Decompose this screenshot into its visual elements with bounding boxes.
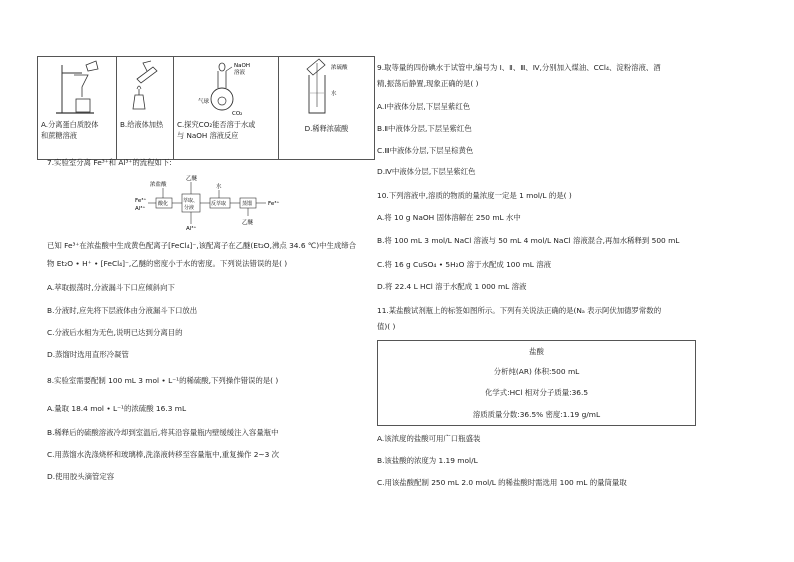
flow-separate: 分液 bbox=[184, 205, 195, 211]
water-label: 水 bbox=[331, 91, 337, 97]
q7-stem: 7.实验室分离 Fe³⁺和 Al³⁺的流程如下: bbox=[47, 158, 172, 167]
q7-option-c: C.分液后水相为无色,说明已达到分离目的 bbox=[47, 328, 183, 337]
flow-fe-in: Fe³⁺ bbox=[135, 198, 147, 204]
solution-label: 溶液 bbox=[234, 70, 246, 76]
naoh-label: NaOH bbox=[234, 63, 250, 69]
q7-option-d: D.蒸馏时选用直形冷凝管 bbox=[47, 350, 129, 359]
q8-option-a: A.量取 18.4 mol • L⁻¹的浓硫酸 16.3 mL bbox=[47, 404, 187, 413]
option-c-caption-line1: C.探究CO₂能否溶于水或 bbox=[177, 120, 256, 129]
q7-option-a: A.萃取振荡时,分液漏斗下口应倾斜向下 bbox=[47, 283, 175, 292]
label-title: 盐酸 bbox=[529, 347, 544, 356]
heating-liquid-image bbox=[117, 57, 173, 117]
q11-option-c: C.用该盐酸配制 250 mL 2.0 mol/L 的稀盐酸时需选用 100 mL 的量筒量取 bbox=[377, 478, 627, 487]
q7-flow-diagram bbox=[130, 172, 300, 232]
q9-option-a: A.Ⅰ中液体分层,下层呈紫红色 bbox=[377, 102, 471, 111]
q8-option-c: C.用蒸馏水洗涤烧杯和玻璃棒,洗涤液转移至容量瓶中,重复操作 2~3 次 bbox=[47, 450, 280, 459]
q7-text-line1: 已知 Fe³⁺在浓盐酸中生成黄色配离子[FeCl₄]⁻,该配离子在乙醚(Et₂O,沸点 34.6 ℃)中生成缔合 bbox=[47, 241, 357, 250]
q9-option-b: B.Ⅱ中液体分层,下层呈紫红色 bbox=[377, 124, 472, 133]
flow-water: 水 bbox=[216, 184, 222, 190]
q11-option-b: B.该盐酸的浓度为 1.19 mol/L bbox=[377, 456, 478, 465]
apparatus-table bbox=[37, 56, 375, 160]
flow-conc-hcl: 浓盐酸 bbox=[150, 182, 167, 188]
flow-back-extract: 反萃取 bbox=[211, 201, 227, 207]
option-b-caption: B.给液体加热 bbox=[120, 120, 164, 129]
option-c-caption-line2: 与 NaOH 溶液反应 bbox=[177, 131, 239, 140]
flow-distill: 蒸馏 bbox=[242, 201, 253, 207]
co2-label: CO₂ bbox=[232, 111, 243, 117]
flow-al-in: Al³⁺ bbox=[135, 206, 146, 212]
flow-extract: 萃取、 bbox=[183, 198, 199, 204]
q8-option-d: D.使用胶头滴管定容 bbox=[47, 472, 115, 481]
flow-acidify: 酸化 bbox=[158, 201, 169, 207]
acid-label: 浓硫酸 bbox=[331, 65, 348, 71]
q11-option-a: A.该浓度的盐酸可用广口瓶盛装 bbox=[377, 434, 481, 443]
q10-option-d: D.将 22.4 L HCl 溶于水配成 1 000 mL 溶液 bbox=[377, 282, 527, 291]
q11-line2: 值)( ) bbox=[377, 322, 396, 331]
q10-stem: 10.下列溶液中,溶质的物质的量浓度一定是 1 mol/L 的是( ) bbox=[377, 191, 572, 200]
balloon-label: 气球 bbox=[198, 99, 210, 105]
q10-option-c: C.将 16 g CuSO₄ • 5H₂O 溶于水配成 100 mL 溶液 bbox=[377, 260, 552, 269]
option-d-caption: D.稀释浓硫酸 bbox=[304, 124, 349, 133]
q8-stem: 8.实验室需要配制 100 mL 3 mol • L⁻¹的稀硫酸,下列操作错误的是( ) bbox=[47, 376, 279, 385]
q9-option-c: C.Ⅲ中液体分层,下层呈棕黄色 bbox=[377, 146, 474, 155]
filtration-apparatus-image bbox=[38, 57, 116, 117]
q9-line2: 精,振荡后静置,现象正确的是( ) bbox=[377, 79, 479, 88]
dilution-apparatus-image bbox=[279, 57, 374, 117]
q10-option-b: B.将 100 mL 3 mol/L NaCl 溶液与 50 mL 4 mol/L NaCl 溶液混合,再加水稀释到 500 mL bbox=[377, 236, 680, 245]
option-a-caption-line2: 和蔗糖溶液 bbox=[41, 131, 77, 140]
label-row3: 溶质质量分数:36.5% 密度:1.19 g/mL bbox=[472, 410, 601, 419]
co2-balloon-image bbox=[174, 57, 278, 117]
label-row2: 化学式:HCl 相对分子质量:36.5 bbox=[484, 388, 589, 397]
flow-al-out: Al³⁺ bbox=[186, 226, 197, 232]
hcl-reagent-label bbox=[377, 340, 696, 426]
flow-ether1: 乙醚 bbox=[186, 176, 198, 182]
q7-text-line2: 物 Et₂O • H⁺ • [FeCl₄]⁻,乙醚的密度小于水的密度。下列说法错误的是( ) bbox=[47, 259, 288, 268]
q7-option-b: B.分液时,应先将下层液体由分液漏斗下口放出 bbox=[47, 306, 198, 315]
q11-line1: 11.某盐酸试剂瓶上的标签如图所示。下列有关说法正确的是(Nₐ 表示阿伏加德罗常数的 bbox=[377, 306, 662, 315]
label-row1: 分析纯(AR) 体积:500 mL bbox=[493, 367, 580, 376]
q10-option-a: A.将 10 g NaOH 固体溶解在 250 mL 水中 bbox=[377, 213, 521, 222]
q9-line1: 9.取等量的四份碘水于试管中,编号为 Ⅰ、Ⅱ、Ⅲ、Ⅳ,分别加入煤油、CCl₄、淀粉溶液、酒 bbox=[377, 63, 661, 72]
flow-fe-out: Fe³⁺ bbox=[268, 201, 280, 207]
q9-option-d: D.Ⅳ中液体分层,下层呈紫红色 bbox=[377, 167, 476, 176]
flow-ether2: 乙醚 bbox=[242, 220, 254, 226]
q8-option-b: B.稀释后的硫酸溶液冷却到室温后,将其沿容量瓶内壁缓缓注入容量瓶中 bbox=[47, 428, 279, 437]
option-a-caption-line1: A.分离蛋白质胶体 bbox=[41, 120, 99, 129]
